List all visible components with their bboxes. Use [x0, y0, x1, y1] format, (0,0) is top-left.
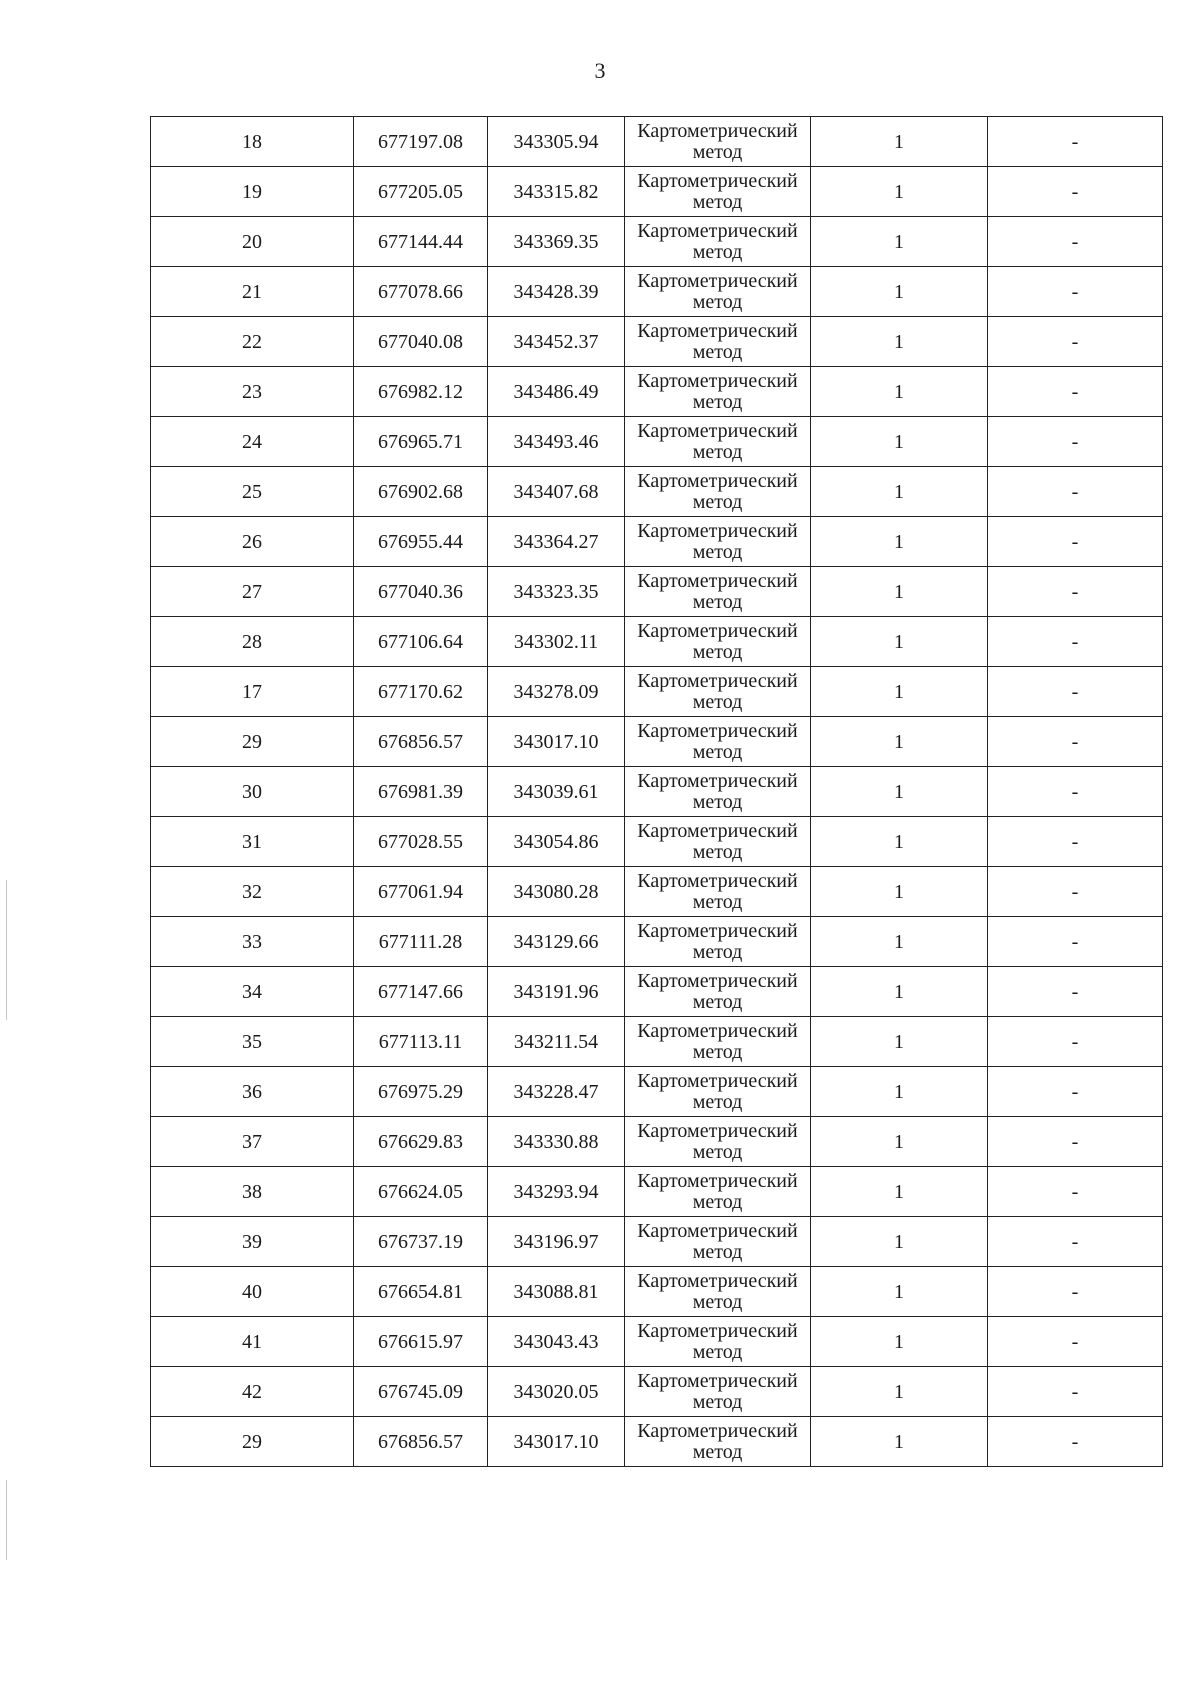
accuracy-cell: 1 — [811, 217, 988, 267]
y-coordinate-cell: 343302.11 — [488, 617, 625, 667]
method-cell: Картометрический метод — [625, 1067, 811, 1117]
method-cell: Картометрический метод — [625, 1417, 811, 1467]
x-coordinate-cell: 677028.55 — [354, 817, 488, 867]
table-row — [151, 1417, 1163, 1467]
x-coordinate-cell: 677144.44 — [354, 217, 488, 267]
table-row — [151, 617, 1163, 667]
x-coordinate-cell: 677061.94 — [354, 867, 488, 917]
x-coordinate-cell: 676737.19 — [354, 1217, 488, 1267]
x-coordinate-cell: 676965.71 — [354, 417, 488, 467]
method-cell: Картометрический метод — [625, 1267, 811, 1317]
note-cell: - — [988, 1017, 1163, 1067]
accuracy-cell: 1 — [811, 1017, 988, 1067]
x-coordinate-cell: 677147.66 — [354, 967, 488, 1017]
x-coordinate-cell: 677111.28 — [354, 917, 488, 967]
point-number-cell: 42 — [151, 1367, 354, 1417]
point-number-cell: 25 — [151, 467, 354, 517]
point-number-cell: 17 — [151, 667, 354, 717]
y-coordinate-cell: 343088.81 — [488, 1267, 625, 1317]
method-cell: Картометрический метод — [625, 1117, 811, 1167]
accuracy-cell: 1 — [811, 1267, 988, 1317]
accuracy-cell: 1 — [811, 1117, 988, 1167]
table-row — [151, 567, 1163, 617]
x-coordinate-cell: 676902.68 — [354, 467, 488, 517]
point-number-cell: 18 — [151, 117, 354, 167]
point-number-cell: 24 — [151, 417, 354, 467]
accuracy-cell: 1 — [811, 767, 988, 817]
table-row — [151, 1367, 1163, 1417]
y-coordinate-cell: 343228.47 — [488, 1067, 625, 1117]
y-coordinate-cell: 343330.88 — [488, 1117, 625, 1167]
note-cell: - — [988, 567, 1163, 617]
y-coordinate-cell: 343364.27 — [488, 517, 625, 567]
note-cell: - — [988, 667, 1163, 717]
table-row — [151, 917, 1163, 967]
accuracy-cell: 1 — [811, 717, 988, 767]
y-coordinate-cell: 343043.43 — [488, 1317, 625, 1367]
table-row — [151, 517, 1163, 567]
note-cell: - — [988, 1067, 1163, 1117]
note-cell: - — [988, 517, 1163, 567]
x-coordinate-cell: 677113.11 — [354, 1017, 488, 1067]
note-cell: - — [988, 367, 1163, 417]
page-number: 3 — [594, 58, 606, 83]
y-coordinate-cell: 343020.05 — [488, 1367, 625, 1417]
table-row — [151, 1117, 1163, 1167]
method-cell: Картометрический метод — [625, 317, 811, 367]
accuracy-cell: 1 — [811, 117, 988, 167]
y-coordinate-cell: 343493.46 — [488, 417, 625, 467]
y-coordinate-cell: 343407.68 — [488, 467, 625, 517]
method-cell: Картометрический метод — [625, 1017, 811, 1067]
note-cell: - — [988, 767, 1163, 817]
point-number-cell: 39 — [151, 1217, 354, 1267]
y-coordinate-cell: 343211.54 — [488, 1017, 625, 1067]
accuracy-cell: 1 — [811, 317, 988, 367]
y-coordinate-cell: 343486.49 — [488, 367, 625, 417]
y-coordinate-cell: 343428.39 — [488, 267, 625, 317]
note-cell: - — [988, 167, 1163, 217]
method-cell: Картометрический метод — [625, 217, 811, 267]
point-number-cell: 31 — [151, 817, 354, 867]
table-row — [151, 117, 1163, 167]
y-coordinate-cell: 343017.10 — [488, 717, 625, 767]
y-coordinate-cell: 343080.28 — [488, 867, 625, 917]
x-coordinate-cell: 676856.57 — [354, 717, 488, 767]
accuracy-cell: 1 — [811, 367, 988, 417]
accuracy-cell: 1 — [811, 1417, 988, 1467]
x-coordinate-cell: 676624.05 — [354, 1167, 488, 1217]
table-row — [151, 217, 1163, 267]
x-coordinate-cell: 676654.81 — [354, 1267, 488, 1317]
x-coordinate-cell: 676856.57 — [354, 1417, 488, 1467]
point-number-cell: 28 — [151, 617, 354, 667]
accuracy-cell: 1 — [811, 667, 988, 717]
note-cell: - — [988, 1267, 1163, 1317]
table-row — [151, 467, 1163, 517]
accuracy-cell: 1 — [811, 417, 988, 467]
note-cell: - — [988, 1167, 1163, 1217]
point-number-cell: 34 — [151, 967, 354, 1017]
note-cell: - — [988, 217, 1163, 267]
x-coordinate-cell: 676982.12 — [354, 367, 488, 417]
method-cell: Картометрический метод — [625, 1367, 811, 1417]
point-number-cell: 21 — [151, 267, 354, 317]
point-number-cell: 35 — [151, 1017, 354, 1067]
note-cell: - — [988, 417, 1163, 467]
y-coordinate-cell: 343315.82 — [488, 167, 625, 217]
y-coordinate-cell: 343039.61 — [488, 767, 625, 817]
table-row — [151, 867, 1163, 917]
x-coordinate-cell: 676955.44 — [354, 517, 488, 567]
x-coordinate-cell: 677106.64 — [354, 617, 488, 667]
accuracy-cell: 1 — [811, 1217, 988, 1267]
method-cell: Картометрический метод — [625, 517, 811, 567]
note-cell: - — [988, 1117, 1163, 1167]
method-cell: Картометрический метод — [625, 167, 811, 217]
accuracy-cell: 1 — [811, 917, 988, 967]
note-cell: - — [988, 617, 1163, 667]
note-cell: - — [988, 1367, 1163, 1417]
y-coordinate-cell: 343323.35 — [488, 567, 625, 617]
table-row — [151, 1017, 1163, 1067]
accuracy-cell: 1 — [811, 517, 988, 567]
point-number-cell: 32 — [151, 867, 354, 917]
x-coordinate-cell: 677170.62 — [354, 667, 488, 717]
point-number-cell: 20 — [151, 217, 354, 267]
table-row — [151, 417, 1163, 467]
table-row — [151, 1267, 1163, 1317]
note-cell: - — [988, 717, 1163, 767]
method-cell: Картометрический метод — [625, 817, 811, 867]
x-coordinate-cell: 676629.83 — [354, 1117, 488, 1167]
method-cell: Картометрический метод — [625, 767, 811, 817]
table-row — [151, 1317, 1163, 1367]
note-cell: - — [988, 917, 1163, 967]
coordinates-table — [150, 116, 1163, 1467]
point-number-cell: 41 — [151, 1317, 354, 1367]
method-cell: Картометрический метод — [625, 467, 811, 517]
y-coordinate-cell: 343369.35 — [488, 217, 625, 267]
method-cell: Картометрический метод — [625, 117, 811, 167]
method-cell: Картометрический метод — [625, 617, 811, 667]
accuracy-cell: 1 — [811, 1317, 988, 1367]
x-coordinate-cell: 676981.39 — [354, 767, 488, 817]
y-coordinate-cell: 343191.96 — [488, 967, 625, 1017]
point-number-cell: 30 — [151, 767, 354, 817]
point-number-cell: 27 — [151, 567, 354, 617]
method-cell: Картометрический метод — [625, 1317, 811, 1367]
note-cell: - — [988, 117, 1163, 167]
method-cell: Картометрический метод — [625, 417, 811, 467]
table-row — [151, 367, 1163, 417]
method-cell: Картометрический метод — [625, 567, 811, 617]
y-coordinate-cell: 343196.97 — [488, 1217, 625, 1267]
note-cell: - — [988, 267, 1163, 317]
table-row — [151, 167, 1163, 217]
accuracy-cell: 1 — [811, 1167, 988, 1217]
point-number-cell: 22 — [151, 317, 354, 367]
x-coordinate-cell: 677205.05 — [354, 167, 488, 217]
y-coordinate-cell: 343305.94 — [488, 117, 625, 167]
accuracy-cell: 1 — [811, 867, 988, 917]
note-cell: - — [988, 867, 1163, 917]
point-number-cell: 23 — [151, 367, 354, 417]
method-cell: Картометрический метод — [625, 717, 811, 767]
scan-margin-mark — [6, 880, 7, 1020]
note-cell: - — [988, 1217, 1163, 1267]
table-row — [151, 317, 1163, 367]
accuracy-cell: 1 — [811, 967, 988, 1017]
accuracy-cell: 1 — [811, 467, 988, 517]
table-row — [151, 667, 1163, 717]
accuracy-cell: 1 — [811, 817, 988, 867]
method-cell: Картометрический метод — [625, 367, 811, 417]
point-number-cell: 26 — [151, 517, 354, 567]
y-coordinate-cell: 343129.66 — [488, 917, 625, 967]
accuracy-cell: 1 — [811, 1367, 988, 1417]
point-number-cell: 29 — [151, 1417, 354, 1467]
accuracy-cell: 1 — [811, 617, 988, 667]
method-cell: Картометрический метод — [625, 1167, 811, 1217]
point-number-cell: 36 — [151, 1067, 354, 1117]
note-cell: - — [988, 1417, 1163, 1467]
table-row — [151, 817, 1163, 867]
method-cell: Картометрический метод — [625, 667, 811, 717]
point-number-cell: 38 — [151, 1167, 354, 1217]
note-cell: - — [988, 317, 1163, 367]
y-coordinate-cell: 343054.86 — [488, 817, 625, 867]
scan-margin-mark — [6, 1480, 7, 1560]
x-coordinate-cell: 676745.09 — [354, 1367, 488, 1417]
table-row — [151, 267, 1163, 317]
note-cell: - — [988, 467, 1163, 517]
point-number-cell: 19 — [151, 167, 354, 217]
point-number-cell: 37 — [151, 1117, 354, 1167]
table-row — [151, 767, 1163, 817]
method-cell: Картометрический метод — [625, 267, 811, 317]
y-coordinate-cell: 343278.09 — [488, 667, 625, 717]
accuracy-cell: 1 — [811, 167, 988, 217]
note-cell: - — [988, 967, 1163, 1017]
table-row — [151, 1217, 1163, 1267]
table-row — [151, 717, 1163, 767]
method-cell: Картометрический метод — [625, 1217, 811, 1267]
point-number-cell: 29 — [151, 717, 354, 767]
table-row — [151, 1067, 1163, 1117]
x-coordinate-cell: 676615.97 — [354, 1317, 488, 1367]
y-coordinate-cell: 343017.10 — [488, 1417, 625, 1467]
method-cell: Картометрический метод — [625, 917, 811, 967]
x-coordinate-cell: 677040.08 — [354, 317, 488, 367]
point-number-cell: 33 — [151, 917, 354, 967]
x-coordinate-cell: 677040.36 — [354, 567, 488, 617]
method-cell: Картометрический метод — [625, 867, 811, 917]
table-row — [151, 967, 1163, 1017]
point-number-cell: 40 — [151, 1267, 354, 1317]
accuracy-cell: 1 — [811, 1067, 988, 1117]
x-coordinate-cell: 677078.66 — [354, 267, 488, 317]
method-cell: Картометрический метод — [625, 967, 811, 1017]
note-cell: - — [988, 1317, 1163, 1367]
y-coordinate-cell: 343452.37 — [488, 317, 625, 367]
x-coordinate-cell: 677197.08 — [354, 117, 488, 167]
coordinates-table-body — [151, 117, 1163, 1467]
accuracy-cell: 1 — [811, 267, 988, 317]
x-coordinate-cell: 676975.29 — [354, 1067, 488, 1117]
note-cell: - — [988, 817, 1163, 867]
y-coordinate-cell: 343293.94 — [488, 1167, 625, 1217]
accuracy-cell: 1 — [811, 567, 988, 617]
table-row — [151, 1167, 1163, 1217]
